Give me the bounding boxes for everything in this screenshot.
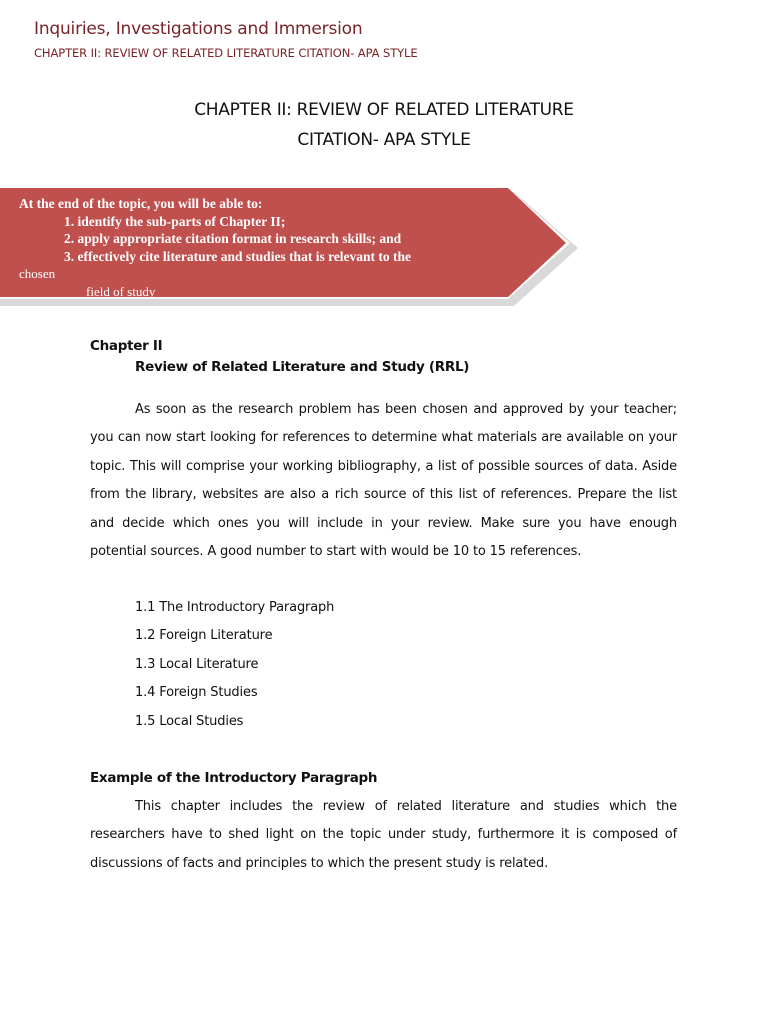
page-title: CHAPTER II: REVIEW OF RELATED LITERATURE bbox=[194, 100, 574, 120]
document-header-subtitle: CHAPTER II: REVIEW OF RELATED LITERATURE CITATION- APA STYLE bbox=[34, 46, 418, 60]
paragraph-text: This chapter includes the review of related literature and studies which the researchers have to shed light on the topic under study, furthermore it is composed of discussions of facts and principles to which the present study is related. bbox=[90, 799, 677, 871]
objective-overflow-text-clipped: field of study bbox=[86, 283, 156, 298]
page-title-line-2: CITATION- APA STYLE bbox=[297, 130, 471, 150]
example-heading: Example of the Introductory Paragraph bbox=[90, 770, 378, 786]
topic-list bbox=[135, 594, 722, 736]
example-paragraph bbox=[90, 793, 677, 878]
section-heading: Chapter II bbox=[90, 338, 163, 354]
list-item: 1.4 Foreign Studies bbox=[135, 685, 258, 701]
objective-overflow-text: chosen bbox=[19, 266, 56, 281]
objective-item: 2. apply appropriate citation format in research skills; and bbox=[64, 231, 402, 246]
paragraph-text: As soon as the research problem has been chosen and approved by your teacher; you can now start looking for references to determine what materials are available on your topic. This will comprise your working bibliography, a list of possible sources of data. Aside from the library, websites are also a rich source of this list of references. Prepare the list and decide which ones you will include in your review. Make sure you have enough potential sources. A good number to start with would be 10 to 15 references. bbox=[90, 402, 677, 560]
objectives-text bbox=[0, 186, 520, 298]
body-paragraph bbox=[90, 396, 677, 566]
objectives-banner bbox=[0, 186, 580, 308]
list-item: 1.1 The Introductory Paragraph bbox=[135, 600, 335, 615]
list-item: 1.3 Local Literature bbox=[135, 656, 259, 672]
list-item: 1.2 Foreign Literature bbox=[135, 628, 273, 644]
objective-item: 1. identify the sub-parts of Chapter II; bbox=[64, 213, 286, 229]
objective-item: 3. effectively cite literature and studies that is relevant to the bbox=[64, 248, 412, 264]
objectives-intro: At the end of the topic, you will be able to: bbox=[19, 196, 263, 211]
document-header-title: Inquiries, Investigations and Immersion bbox=[34, 19, 363, 39]
section-subheading: Review of Related Literature and Study (RRL) bbox=[135, 359, 470, 375]
list-item: 1.5 Local Studies bbox=[135, 713, 244, 729]
